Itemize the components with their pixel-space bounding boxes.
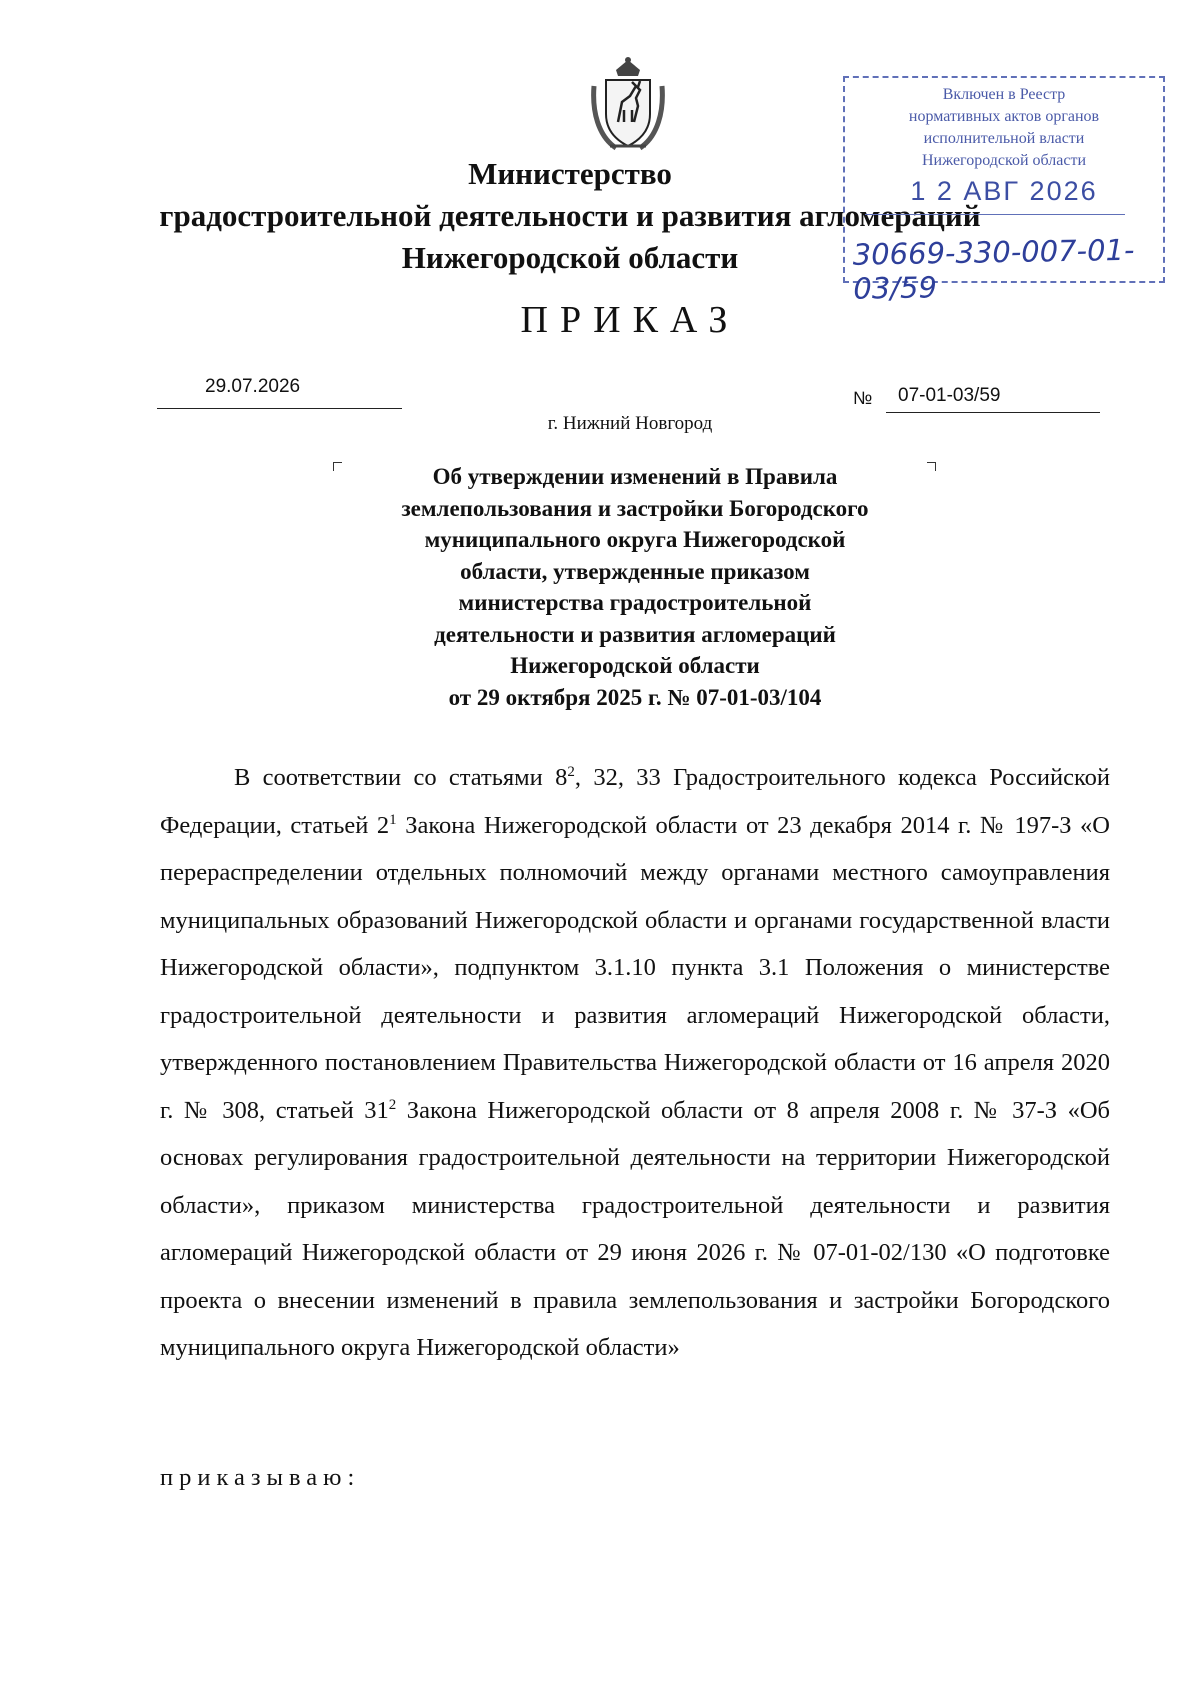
body-paragraph (160, 754, 1110, 1372)
city: г. Нижний Новгород (547, 413, 713, 434)
body-text-2: , 32, 33 Градостроительного кодекса Российской Федерации, статьей 2 (160, 764, 1111, 839)
document-date: 29.07.2026 (205, 376, 301, 397)
body-text-3: Закона Нижегородской области от 23 декабря 2014 г. № 197-З «О перераспределении отдельных полномочий между органами местного самоуправления муниципальных образований Нижегородской области и органами государственной власти Нижегородской области», подпунктом 3.1.10 пункта 3.1 Положения о министерстве градостроительной деятельности и развития агломераций Нижегородской области, утвержденного постановлением Правительства Нижегородской области от 16 апреля 2020 г. № 308, статьей 31 (160, 811, 1110, 1124)
subject-line-7: Нижегородской области (510, 653, 760, 678)
registry-stamp (843, 76, 1165, 306)
ministry-line-3: Нижегородской области (401, 240, 739, 275)
number-sign: № (853, 388, 873, 408)
stamp-line-2: нормативных актов органов (908, 108, 1100, 125)
ministry-line-1: Министерство (468, 156, 672, 191)
stamp-line-1: Включен в Реестр (942, 86, 1066, 103)
body-text-4: Закона Нижегородской области от 8 апреля 2008 г. № 37-З «Об основах регулирования градостроительной деятельности на территории Нижегородской области», приказом министерства градостроительной деятельности и развития агломераций Нижегородской области от 29 июня 2026 г. № 07-01-02/130 «О подготовке проекта о внесении изменений в правила землепользования и застройки Богородского муниципального округа Нижегородской области» (160, 1096, 1111, 1361)
stamp-line-4: Нижегородской области (921, 152, 1086, 169)
stamp-line-3: исполнительной власти (923, 130, 1085, 147)
number-underline (886, 412, 1100, 413)
ministry-line-2: градостроительной деятельности и развития агломераций (159, 198, 981, 233)
body-text-1: В соответствии со статьями 8 (234, 764, 568, 791)
subject-line-5: министерства градостроительной (458, 590, 812, 615)
document-type: ПРИКАЗ (520, 299, 740, 341)
coat-of-arms-icon (588, 56, 668, 152)
document-number: 07-01-03/59 (898, 385, 1001, 406)
stamp-registration-number: 30669-330-007-01-03/59 (852, 232, 1135, 306)
body-sup-2: 1 (389, 811, 397, 828)
date-underline (157, 408, 402, 409)
document-subject (340, 461, 930, 713)
order-word: приказываю: (160, 1464, 361, 1491)
stamp-rule (865, 214, 1125, 215)
subject-line-2: землепользования и застройки Богородского (401, 495, 869, 521)
body-sup-3: 2 (388, 1096, 397, 1113)
stamp-date: 1 2 АВГ 2026 (910, 176, 1098, 206)
subject-line-6: деятельности и развития агломераций (434, 621, 836, 647)
subject-line-4: области, утвержденные приказом (460, 558, 810, 584)
subject-line-8: от 29 октября 2025 г. № 07-01-03/104 (448, 684, 822, 710)
subject-line-3: муниципального округа Нижегородской (424, 527, 846, 552)
subject-line-1: Об утверждении изменений в Правила (432, 464, 838, 489)
body-sup-1: 2 (567, 763, 575, 780)
